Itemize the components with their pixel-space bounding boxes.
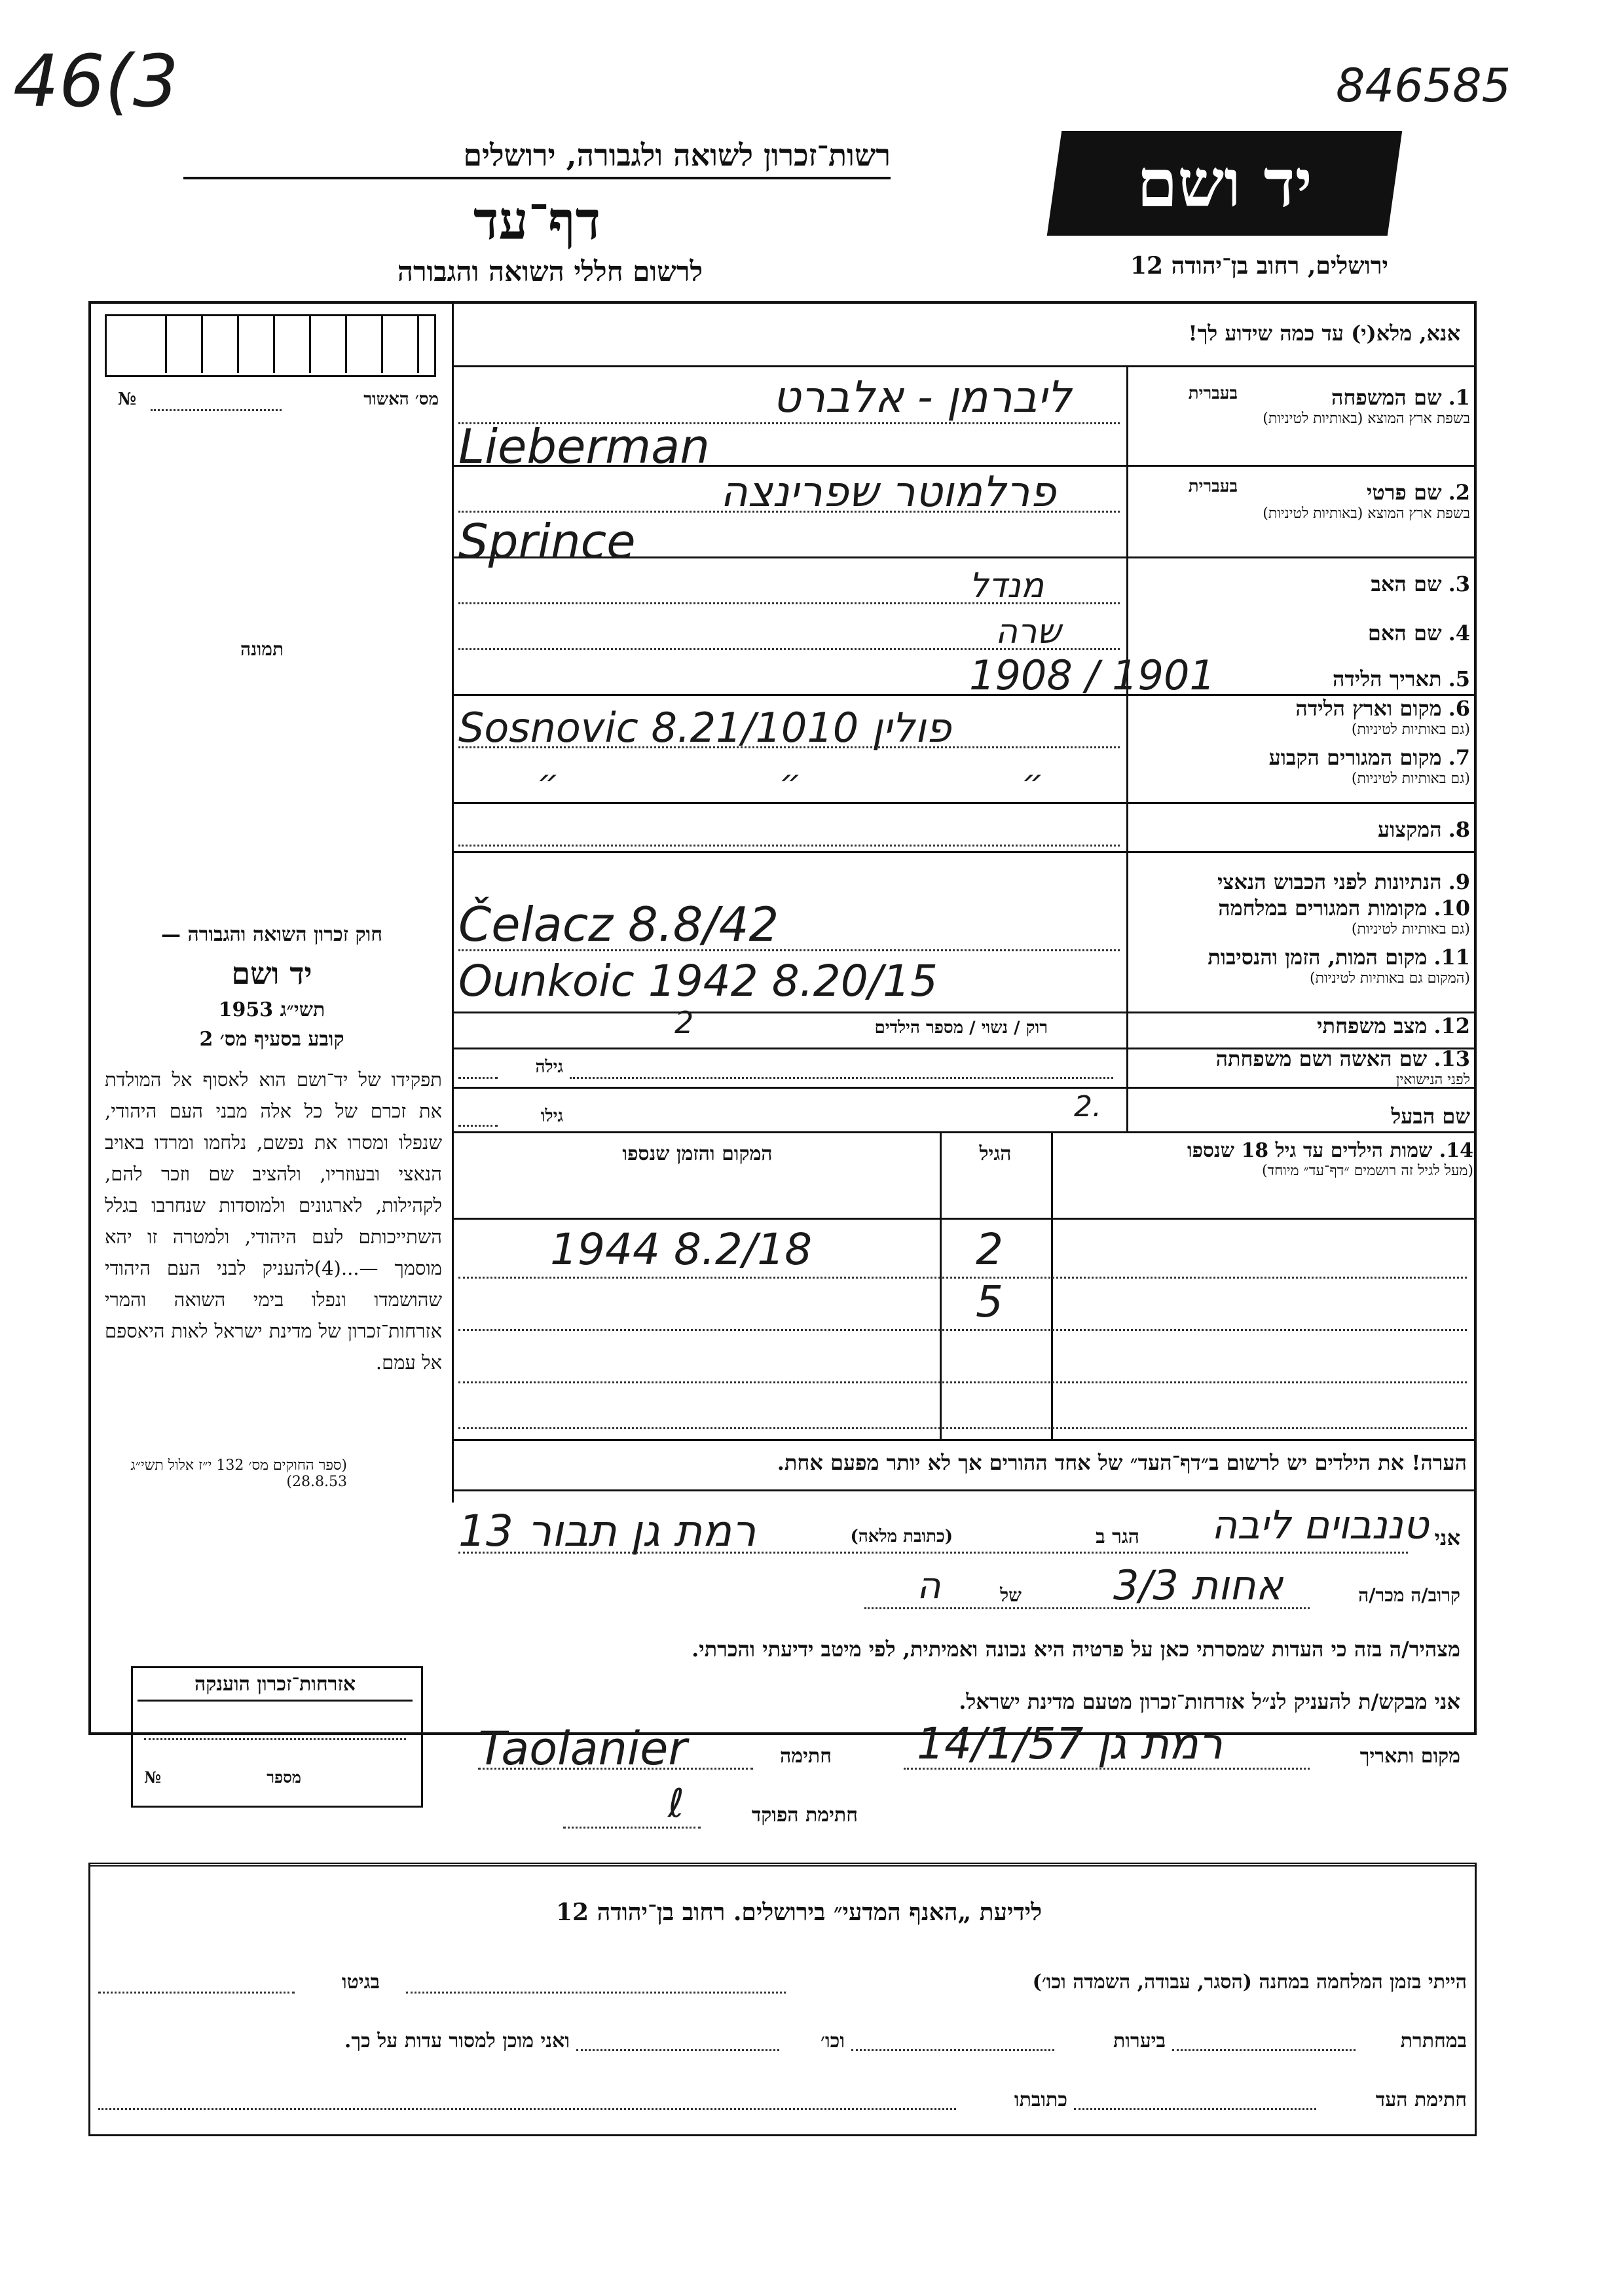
children-row-line-4 <box>458 1427 1467 1429</box>
row-sep-12 <box>452 1048 1477 1049</box>
officer-signature-mark: ℓ <box>668 1781 684 1827</box>
footer-right-edge <box>1475 1863 1477 2134</box>
logo-text: יד ושם <box>1137 145 1312 222</box>
approval-cells <box>131 314 419 373</box>
law-line3: תשי״ג 1953 <box>218 998 325 1021</box>
yad-vashem-logo <box>1047 131 1402 236</box>
photo-label: תמונה <box>240 638 284 660</box>
law-source: (ספר החוקים מס׳ 132 י״ז אלול תשי״ג 28.8.53) <box>130 1457 347 1490</box>
field-6-label: 6.מקום וארץ הלידה (גם באותיות לטיניות) <box>1295 696 1470 738</box>
form-subtitle: לרשום חללי השואה והגבורה <box>397 255 703 287</box>
field-3-label: 3.שם האב <box>1371 572 1470 596</box>
approval-no: № <box>118 390 137 409</box>
child-1-age: 2 <box>976 1224 1003 1275</box>
citizenship-number-sign: № <box>144 1768 162 1787</box>
field-7-value: ״ ״ ״ <box>537 763 1149 802</box>
footer-line3a: חתימת העד <box>1375 2088 1467 2111</box>
row-sep-9 <box>452 851 1477 853</box>
children-header-line <box>452 1218 1477 1220</box>
declarant-address-label: (כתובת מלאה) <box>850 1527 953 1546</box>
field-4-value: שרה <box>995 612 1061 651</box>
intro-text: אנא, מלא(י) עד כמה שידוע לך! <box>1188 321 1460 346</box>
place-date-value: רמת גן 14/1/57 <box>917 1719 1223 1769</box>
field-2-label: 2.שם פרטי בשפת ארץ המוצא (באותיות לטיניות) <box>1263 480 1470 522</box>
footer-dots-3b <box>98 2108 956 2110</box>
field-10-value: Čelacz 8.8/42 <box>458 897 779 952</box>
footer-line1a: הייתי בזמן המלחמה במחנה (הסגר, עבודה, השמדה וכו׳) <box>1032 1971 1467 1994</box>
footer-dots-1b <box>98 1992 295 1994</box>
approval-line <box>151 409 282 411</box>
field-2-tag: בעברית <box>1188 477 1238 496</box>
field-7-label: 7.מקום המגורים הקבוע (גם באותיות לטיניות) <box>1268 745 1470 787</box>
field-13-name-line <box>570 1077 1113 1079</box>
footer-line2c: וכו׳ <box>821 2030 845 2052</box>
husband-value: 2. <box>1074 1090 1101 1123</box>
corner-note-left: 46(3 <box>13 39 179 123</box>
form-title: דף־עד <box>473 190 601 251</box>
header-address: ירושלים, רחוב בן־יהודה 12 <box>1130 252 1388 280</box>
field-13-age-line <box>458 1077 498 1079</box>
request-text: אני מבקש/ת להעניק לנ״ל אזרחות־זכרון מטעם מדינת ישראל. <box>959 1689 1460 1714</box>
child-2-age: 5 <box>976 1277 1003 1327</box>
field-13-age-label: גילה <box>535 1057 563 1077</box>
footer-line2a: במחתרת <box>1400 2030 1467 2052</box>
footer-bottom-line <box>88 2134 1477 2136</box>
field-1-value-lat: Lieberman <box>458 419 710 474</box>
place-date-line <box>904 1768 1310 1770</box>
declarant-i-label: אני <box>1434 1525 1460 1550</box>
law-body: תפקידו של יד־ושם הוא לאסוף אל המולדת את זכרם של כל אלה מבני העם היהודי, שנפלו ומסרו את נפשם, נלחמו ומרדו באויב הנאצי ובעוזריו, ולהציב שם וזכר להם, לקהילות, לארגונים ולמוסדות שנחרבו בגלל השתייכותם לעם היהודי, ולמטרה זו יהא מוסמך —...(4)להעניק לבני העם היהודי שהושמדו ונפלו בימי השואה והמרי אזרחות־זכרון של מדינת ישראל לאות היאספם אל עמם. <box>105 1068 442 1374</box>
left-column-divider <box>452 301 454 1503</box>
declarant-lives-label: הגר ב <box>1096 1525 1139 1548</box>
footer-line1b: בגיטו <box>341 1971 380 1994</box>
law-line2: יד ושם <box>231 956 312 991</box>
org-line: רשות־זכרון לשואה ולגבורה, ירושלים <box>183 137 891 179</box>
children-row-line-3 <box>458 1381 1467 1383</box>
field-10-label: 10.מקומות המגורים במלחמה (גם באותיות לטיניות) <box>1218 896 1470 938</box>
declarant-line-1 <box>458 1552 1408 1554</box>
corner-note-right: 846585 <box>1336 59 1511 113</box>
relation-label: קרוב/ה מכר/ה <box>1358 1584 1460 1606</box>
footer-dots-2a <box>1172 2049 1356 2051</box>
children-col-place: המקום והזמן שנספו <box>622 1142 773 1165</box>
field-11-label: 11.מקום המות, הזמן והנסיבות (המקום גם באותיות לטיניות) <box>1208 945 1470 987</box>
row-sub-8 <box>458 845 1120 847</box>
footer-dots-1 <box>406 1992 786 1994</box>
row-sep-13 <box>452 1087 1477 1089</box>
children-bottom-line <box>452 1439 1477 1441</box>
children-col-div2 <box>940 1131 942 1439</box>
citizenship-title: אזרחות־זכרון הוענקה <box>138 1673 413 1702</box>
footer-line2d: ואני מוכן למסור עדות על כך. <box>344 2030 570 2052</box>
field-2-value-lat: Sprince <box>458 514 636 569</box>
footer-dots-2c <box>576 2049 779 2051</box>
field-4-label: 4.שם האם <box>1367 621 1470 646</box>
note-text: הערה! את הילדים יש לרשום ב״דף־העד״ של אחד ההורים אך לא יותר מפעם אחת. <box>777 1450 1467 1475</box>
law-line4: קובע בסעיף מס׳ 2 <box>199 1028 344 1051</box>
signature-line <box>478 1768 753 1770</box>
footer-left-edge <box>88 1863 90 2134</box>
children-sub: (מעל לגיל זה רושמים ״דף־עד״ מיוחד) <box>1261 1163 1473 1179</box>
child-1-place: 1944 8.2/18 <box>550 1224 813 1275</box>
fields-area <box>1126 365 1477 1131</box>
officer-line <box>563 1827 701 1829</box>
footer-title: לידיעת „האנף המדעי״ בירושלים. רחוב בן־יהודה 12 <box>555 1899 1043 1926</box>
husband-age-label: גילו <box>540 1106 563 1126</box>
children-label <box>1054 1139 1473 1179</box>
children-title: שמות הילדים עד גיל 18 שנספו <box>1187 1139 1433 1162</box>
children-col-div1 <box>1051 1131 1053 1439</box>
footer-dots-3a <box>1074 2108 1316 2110</box>
children-row-line-2 <box>458 1329 1467 1331</box>
field-1-label: 1.שם המשפחה בשפת ארץ המוצא (באותיות לטיניות) <box>1263 385 1470 427</box>
field-5-value: 1908 / 1901 <box>969 651 1215 699</box>
of-label: של <box>1000 1584 1022 1606</box>
declarant-address-value: רמת גן תבור 13 <box>458 1506 756 1556</box>
declarant-i-value: טננבוים ליבה <box>1211 1503 1429 1548</box>
law-line1: חוק זכרון השואה והגבורה — <box>161 923 382 946</box>
field-11-value: Ounkoic 1942 8.20/15 <box>458 956 938 1006</box>
field-12-label: 12.מצב משפחתי <box>1317 1013 1470 1038</box>
approval-label: מס׳ האשור <box>363 390 439 409</box>
row-sep-5 <box>452 694 1477 696</box>
note-line <box>452 1489 1477 1491</box>
husband-age-line <box>458 1125 498 1127</box>
field-9-label: 9.הנתיונות לפני הכבוש הנאצי <box>1217 869 1470 894</box>
row-sep-husband <box>452 1131 1477 1133</box>
field-8-label: 8.המקצוע <box>1378 817 1470 842</box>
declarant-line-2 <box>864 1607 1310 1609</box>
footer-line3b: כתובתו <box>1014 2088 1067 2111</box>
children-num: 14. <box>1439 1139 1473 1162</box>
field-husband-label: שם הבעל <box>1391 1104 1470 1129</box>
field-13-label: 13.שם האשה ושם משפחתה לפני הנישואין <box>1215 1046 1470 1088</box>
field-1-value-heb: ליברמן - אלברט <box>773 372 1072 422</box>
footer-line2b: ביערות <box>1113 2030 1166 2052</box>
citizenship-number-label: מספר <box>267 1768 301 1787</box>
field-6-value: Sosnovic פולין 8.21/1010 <box>458 704 951 752</box>
children-col-age: הגיל <box>979 1142 1012 1165</box>
field-12-inline: רוק / נשוי / מספר הילדים <box>874 1018 1048 1038</box>
signature-value: Taolanier <box>478 1722 688 1776</box>
field-2-value-heb: פרלמוטר שפרינצה <box>720 468 1056 517</box>
relation-value: 3/3 אחות <box>1113 1561 1283 1609</box>
of-value: ה <box>917 1565 941 1607</box>
field-1-tag: בעברית <box>1188 384 1238 403</box>
officer-label: חתימת הפוקד <box>751 1804 858 1827</box>
children-row-line-1 <box>458 1277 1467 1279</box>
field-12-value: 2 <box>674 1005 694 1040</box>
declare-text: מצהיר/ה בזה כי העדות שמסרתי כאן על פרטיה היא נכונה ואמיתית, לפי מיטב ידיעתי והכרתי. <box>692 1637 1460 1662</box>
row-sep-7 <box>452 802 1477 804</box>
row-sep-11 <box>452 1011 1477 1013</box>
place-date-label: מקום ותאריך <box>1359 1745 1460 1768</box>
signature-label: חתימה <box>780 1745 832 1768</box>
field-3-value: מנדל <box>969 566 1044 606</box>
footer-separator <box>88 1863 1477 1867</box>
field-5-label: 5.תאריך הלידה <box>1333 666 1470 691</box>
footer-dots-2b <box>851 2049 1054 2051</box>
citizenship-line1 <box>144 1738 406 1740</box>
